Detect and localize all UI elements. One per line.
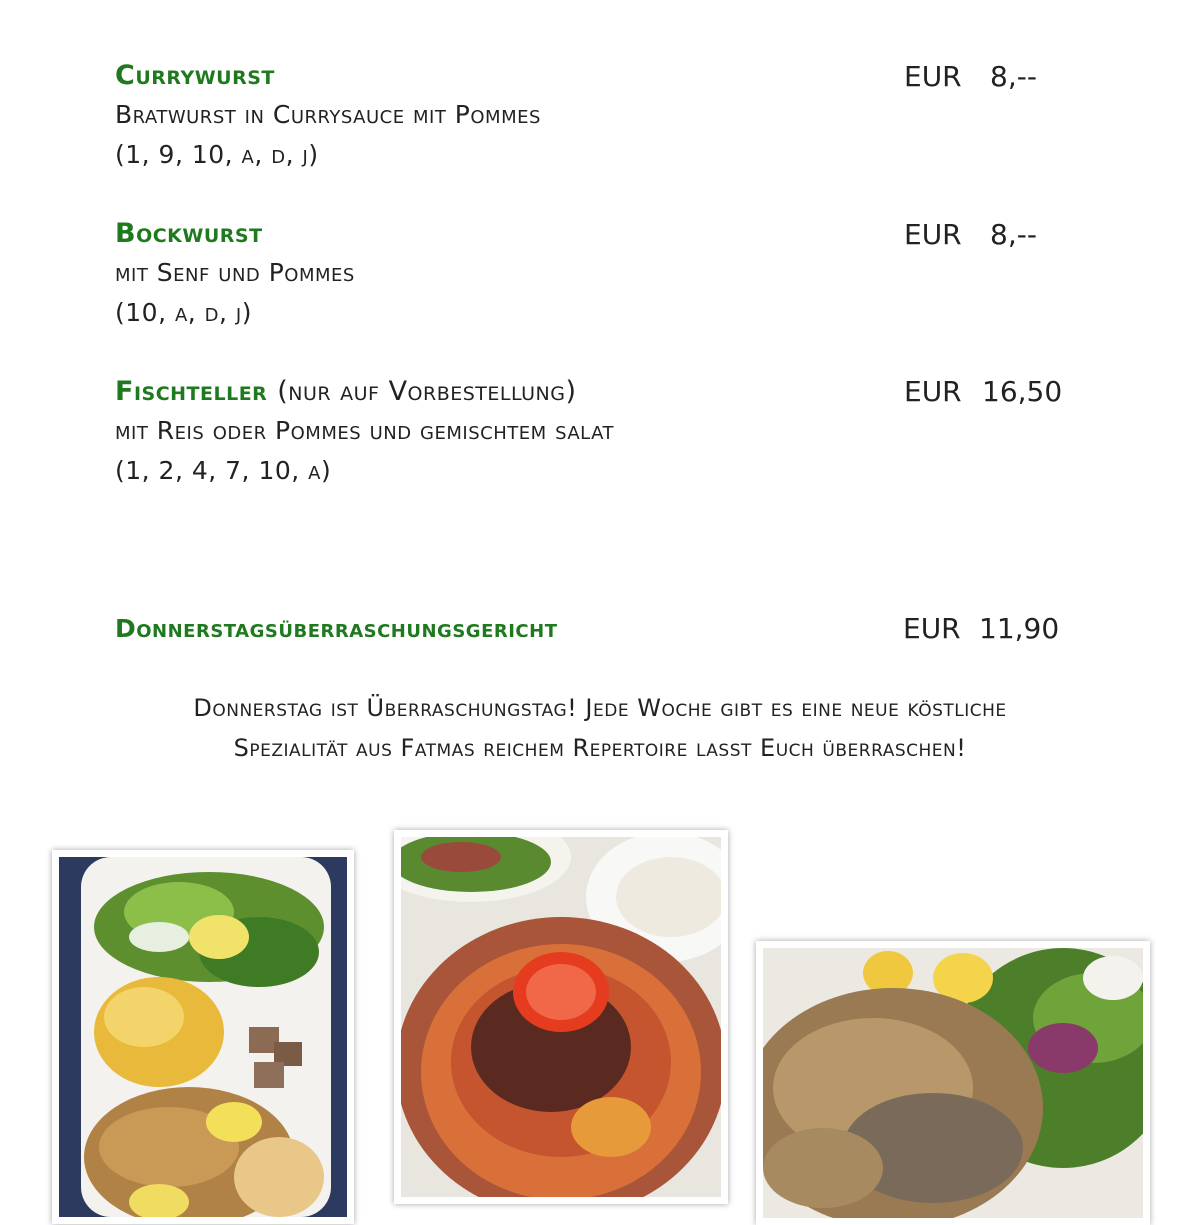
photo-clay-pot-stew <box>394 830 728 1204</box>
item-title <box>115 376 577 407</box>
price-currency: EUR <box>904 218 962 251</box>
price-currency: EUR <box>904 375 962 408</box>
item-allergens: (1, 9, 10, a, d, j) <box>115 140 319 169</box>
price-amount: 8,-- <box>990 218 1037 251</box>
item-title: Bockwurst <box>115 218 263 249</box>
item-price <box>904 60 1037 93</box>
item-description: Bratwurst in Currysauce mit Pommes <box>115 100 541 129</box>
item-title-text: Fischteller <box>115 376 268 407</box>
special-price <box>903 612 1059 645</box>
clay-pot-stew-image <box>401 837 721 1197</box>
price-currency: EUR <box>904 60 962 93</box>
price-amount: 8,-- <box>990 60 1037 93</box>
photo-fried-anchovies <box>756 941 1150 1225</box>
special-title: Donnerstagsüberraschungsgericht <box>115 614 558 643</box>
item-allergens: (1, 2, 4, 7, 10, a) <box>115 456 332 485</box>
item-description: mit Reis oder Pommes und gemischtem salat <box>115 416 615 445</box>
item-note: (nur auf Vorbestellung) <box>277 376 577 407</box>
photo-fish-platter <box>52 850 354 1224</box>
item-allergens: (10, a, d, j) <box>115 298 252 327</box>
item-description: mit Senf und Pommes <box>115 258 355 287</box>
special-description: Donnerstag ist Überraschungstag! Jede Woche gibt es eine neue köstliche Spezialität aus Fatmas reichem Repertoire lasst Euch überraschen! <box>193 694 1007 762</box>
price-amount: 11,90 <box>979 612 1060 645</box>
fried-anchovies-image <box>763 948 1143 1218</box>
item-price <box>904 375 1062 408</box>
price-amount: 16,50 <box>982 375 1063 408</box>
price-currency: EUR <box>903 612 961 645</box>
item-title: Currywurst <box>115 60 275 91</box>
item-price <box>904 218 1037 251</box>
fish-platter-image <box>59 857 347 1217</box>
